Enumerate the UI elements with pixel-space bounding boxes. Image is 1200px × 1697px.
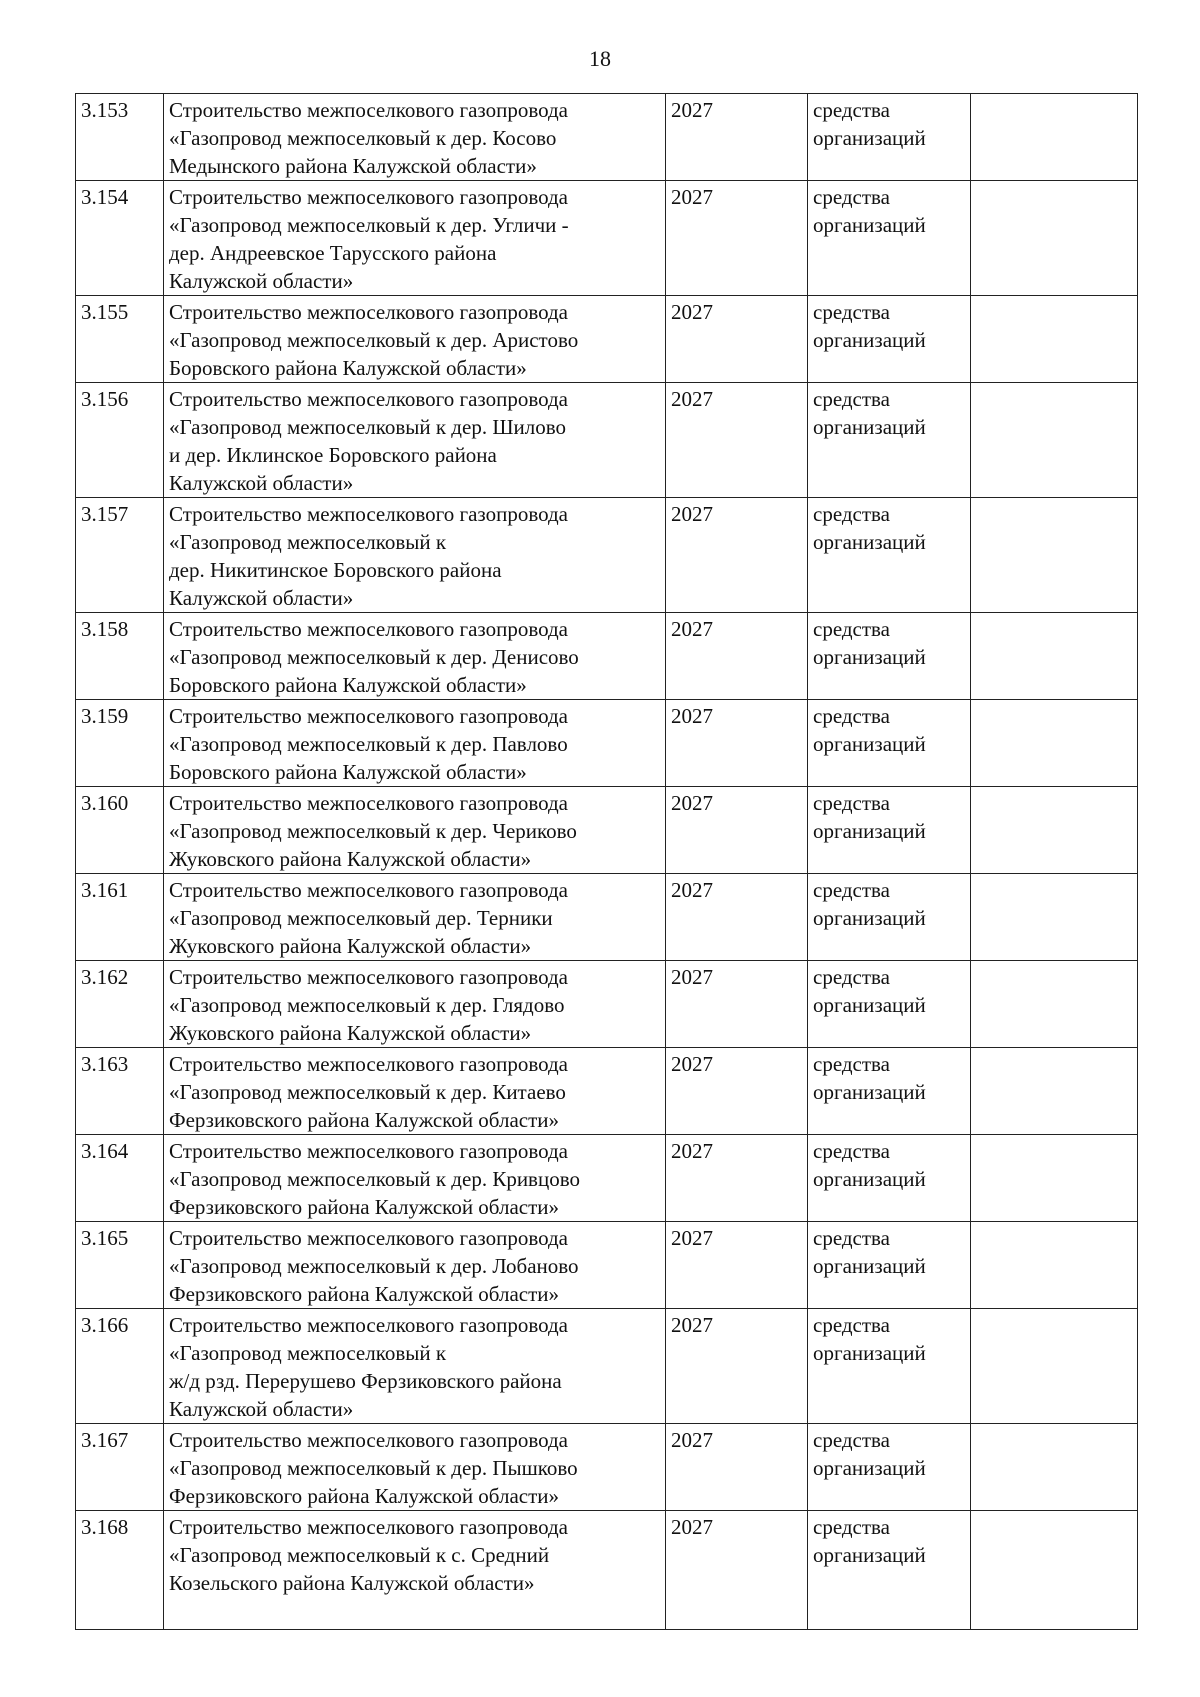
table-row	[76, 1511, 1138, 1630]
row-number: 3.154	[76, 181, 164, 296]
note-cell	[971, 296, 1138, 383]
table-row	[76, 1424, 1138, 1511]
row-number: 3.167	[76, 1424, 164, 1511]
project-year: 2027	[666, 498, 808, 613]
project-name: Строительство межпоселкового газопровода «Газопровод межпоселковый к дер. Чериково Жуковского района Калужской области»	[164, 787, 666, 874]
page-number: 18	[589, 46, 611, 71]
project-name: Строительство межпоселкового газопровода «Газопровод межпоселковый к дер. Угличи - дер. Андреевское Тарусского района Калужской области»	[164, 181, 666, 296]
funding-source: средства организаций	[808, 874, 971, 961]
funding-source: средства организаций	[808, 1511, 971, 1630]
row-number: 3.156	[76, 383, 164, 498]
project-name: Строительство межпоселкового газопровода «Газопровод межпоселковый к дер. Лобаново Ферзиковского района Калужской области»	[164, 1222, 666, 1309]
funding-source: средства организаций	[808, 1309, 971, 1424]
table-body	[76, 94, 1138, 1630]
table-row	[76, 296, 1138, 383]
project-year: 2027	[666, 874, 808, 961]
project-name: Строительство межпоселкового газопровода «Газопровод межпоселковый к дер. Глядово Жуковского района Калужской области»	[164, 961, 666, 1048]
row-number: 3.160	[76, 787, 164, 874]
note-cell	[971, 1048, 1138, 1135]
row-number: 3.159	[76, 700, 164, 787]
funding-source: средства организаций	[808, 613, 971, 700]
project-name: Строительство межпоселкового газопровода «Газопровод межпоселковый к дер. Косово Медынского района Калужской области»	[164, 94, 666, 181]
funding-source: средства организаций	[808, 498, 971, 613]
funding-source: средства организаций	[808, 1424, 971, 1511]
gas-pipeline-table	[75, 93, 1138, 1630]
note-cell	[971, 1424, 1138, 1511]
project-year: 2027	[666, 94, 808, 181]
project-year: 2027	[666, 613, 808, 700]
project-name: Строительство межпоселкового газопровода «Газопровод межпоселковый к дер. Аристово Боровского района Калужской области»	[164, 296, 666, 383]
project-year: 2027	[666, 1424, 808, 1511]
project-name: Строительство межпоселкового газопровода «Газопровод межпоселковый к дер. Пышково Ферзиковского района Калужской области»	[164, 1424, 666, 1511]
row-number: 3.161	[76, 874, 164, 961]
project-name: Строительство межпоселкового газопровода «Газопровод межпоселковый к дер. Кривцово Ферзиковского района Калужской области»	[164, 1135, 666, 1222]
table-row	[76, 1048, 1138, 1135]
row-number: 3.166	[76, 1309, 164, 1424]
project-year: 2027	[666, 181, 808, 296]
row-number: 3.157	[76, 498, 164, 613]
row-number: 3.155	[76, 296, 164, 383]
table-row	[76, 700, 1138, 787]
project-name: Строительство межпоселкового газопровода «Газопровод межпоселковый к дер. Шилово и дер. Иклинское Боровского района Калужской области»	[164, 383, 666, 498]
note-cell	[971, 181, 1138, 296]
project-name: Строительство межпоселкового газопровода «Газопровод межпоселковый к дер. Павлово Боровского района Калужской области»	[164, 700, 666, 787]
row-number: 3.163	[76, 1048, 164, 1135]
table-row	[76, 961, 1138, 1048]
project-name: Строительство межпоселкового газопровода «Газопровод межпоселковый к ж/д рзд. Перерушево Ферзиковского района Калужской области»	[164, 1309, 666, 1424]
funding-source: средства организаций	[808, 181, 971, 296]
project-year: 2027	[666, 1135, 808, 1222]
table-row	[76, 383, 1138, 498]
project-year: 2027	[666, 296, 808, 383]
note-cell	[971, 613, 1138, 700]
funding-source: средства организаций	[808, 296, 971, 383]
project-year: 2027	[666, 961, 808, 1048]
note-cell	[971, 1309, 1138, 1424]
project-name: Строительство межпоселкового газопровода «Газопровод межпоселковый дер. Терники Жуковского района Калужской области»	[164, 874, 666, 961]
project-name: Строительство межпоселкового газопровода «Газопровод межпоселковый к дер. Никитинское Боровского района Калужской области»	[164, 498, 666, 613]
table-row	[76, 1222, 1138, 1309]
note-cell	[971, 383, 1138, 498]
note-cell	[971, 94, 1138, 181]
table-row	[76, 498, 1138, 613]
row-number: 3.165	[76, 1222, 164, 1309]
funding-source: средства организаций	[808, 961, 971, 1048]
note-cell	[971, 961, 1138, 1048]
note-cell	[971, 1511, 1138, 1630]
table-row	[76, 874, 1138, 961]
project-year: 2027	[666, 700, 808, 787]
funding-source: средства организаций	[808, 1048, 971, 1135]
table-row	[76, 1309, 1138, 1424]
project-year: 2027	[666, 1511, 808, 1630]
funding-source: средства организаций	[808, 383, 971, 498]
table-row	[76, 787, 1138, 874]
funding-source: средства организаций	[808, 94, 971, 181]
project-name: Строительство межпоселкового газопровода «Газопровод межпоселковый к дер. Китаево Ферзиковского района Калужской области»	[164, 1048, 666, 1135]
row-number: 3.162	[76, 961, 164, 1048]
project-name: Строительство межпоселкового газопровода «Газопровод межпоселковый к дер. Денисово Боровского района Калужской области»	[164, 613, 666, 700]
note-cell	[971, 700, 1138, 787]
note-cell	[971, 874, 1138, 961]
project-year: 2027	[666, 1222, 808, 1309]
note-cell	[971, 1222, 1138, 1309]
table-row	[76, 613, 1138, 700]
note-cell	[971, 498, 1138, 613]
row-number: 3.168	[76, 1511, 164, 1630]
funding-source: средства организаций	[808, 787, 971, 874]
project-year: 2027	[666, 787, 808, 874]
note-cell	[971, 787, 1138, 874]
project-year: 2027	[666, 383, 808, 498]
table-row	[76, 1135, 1138, 1222]
table-row	[76, 94, 1138, 181]
funding-source: средства организаций	[808, 700, 971, 787]
table-row	[76, 181, 1138, 296]
row-number: 3.164	[76, 1135, 164, 1222]
note-cell	[971, 1135, 1138, 1222]
funding-source: средства организаций	[808, 1135, 971, 1222]
project-name: Строительство межпоселкового газопровода «Газопровод межпоселковый к с. Средний Козельского района Калужской области»	[164, 1511, 666, 1630]
row-number: 3.153	[76, 94, 164, 181]
project-year: 2027	[666, 1048, 808, 1135]
funding-source: средства организаций	[808, 1222, 971, 1309]
row-number: 3.158	[76, 613, 164, 700]
project-year: 2027	[666, 1309, 808, 1424]
